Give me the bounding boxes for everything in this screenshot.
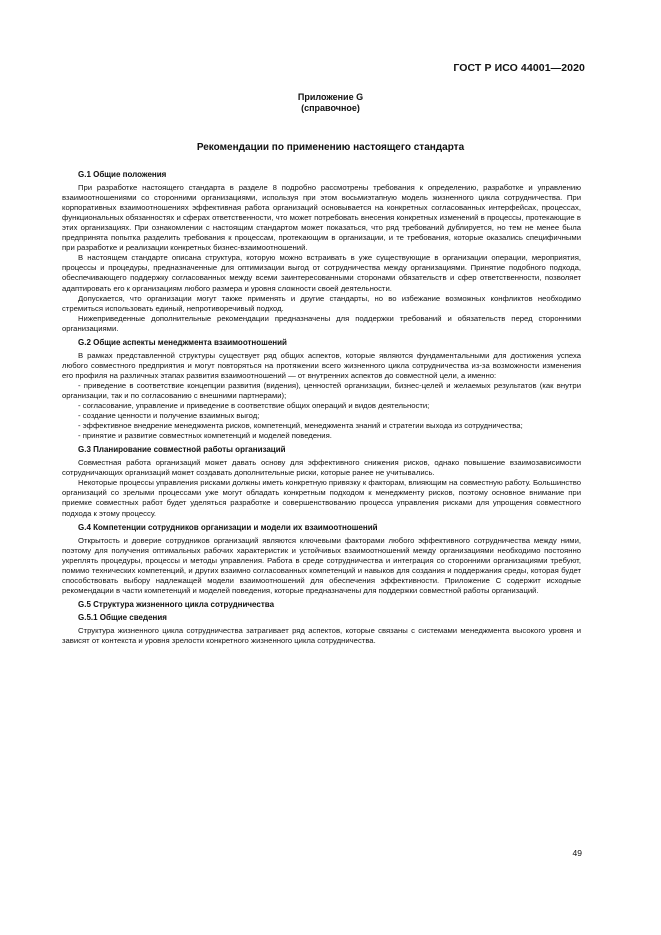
paragraph: Некоторые процессы управления рисками должны иметь конкретную привязку к факторам, влияющим на совместную работу. Большинство организаций со зрелыми процессами уже могут обладать конкретным подходом к менеджменту рисков, поэтому основное внимание при приемке совместных работ будет уделяться разработке и совершенствованию процесса управления рисками для упрощения совместного подхода к этому процессу.: [62, 478, 581, 518]
section-heading-g3: G.3 Планирование совместной работы организаций: [78, 445, 286, 455]
document-body: [62, 170, 581, 646]
list-item: - согласование, управление и приведение в соответствие общих операций и видов деятельности;: [78, 401, 430, 411]
page-number: 49: [572, 848, 582, 858]
annex-heading: [0, 92, 661, 114]
section-heading-g4: G.4 Компетенции сотрудников организации и модели их взаимоотношений: [78, 522, 378, 532]
annex-label: Приложение G: [297, 92, 364, 102]
section-heading-g2: G.2 Общие аспекты менеджмента взаимоотношений: [78, 337, 287, 347]
section-heading-g5: G.5 Структура жизненного цикла сотрудничества: [78, 599, 275, 609]
paragraph: Структура жизненного цикла сотрудничества затрагивает ряд аспектов, которые связаны с системами менеджмента высокого уровня и зависят от контекста и уровня зрелости конкретного жизненного цикла сотрудничества.: [62, 625, 581, 646]
list-item: - принятие и развитие совместных компетенций и моделей поведения.: [78, 431, 332, 441]
paragraph: Допускается, что организации могут также применять и другие стандарты, но во избежание возможных конфликтов необходимо стремиться использовать единый, непротиворечивый подход.: [62, 293, 581, 313]
list-item: - эффективное внедрение менеджмента рисков, компетенций, менеджмента знаний и стратегии выхода из сотрудничества;: [78, 421, 523, 431]
list-item: - создание ценности и получение взаимных выгод;: [78, 411, 260, 421]
paragraph: В рамках представленной структуры существует ряд общих аспектов, которые являются фундаментальными для достижения успеха любого совместного предприятия и могут повторяться на протяжении всего жизненного цикла сотрудничества из-за возможности изменения его профиля на различных этапах развития взаимоотношений — от внутренних аспектов до совместной цели, а именно:: [62, 350, 581, 380]
paragraph: Совместная работа организаций может давать основу для эффективного снижения рисков, однако повышение взаимозависимости сотрудничающих организаций может создавать дополнительные риски, которые ранее не учитывались.: [62, 458, 581, 478]
paragraph: В настоящем стандарте описана структура, которую можно встраивать в уже существующие в организации операции, мероприятия, процессы и процедуры, предназначенные для оптимизации выгод от сотрудничества между организациями. Принятие подобного подхода, обеспечивающего поддержку согласованных между всеми заинтересованными сторонами обязательств и сфер ответственности, позволяет адаптировать его к организациям любого размера и уровня сложности своей деятельности.: [62, 253, 581, 293]
section-heading-g1: G.1 Общие положения: [78, 170, 167, 179]
paragraph: При разработке настоящего стандарта в разделе 8 подробно рассмотрены требования к определению, разработке и управлению взаимоотношениями со сторонними организациями, используя при этом восьмиэтапную модель жизненного цикла сотрудничества. При корпоративных взаимоотношениях эффективная работа организаций основывается на конкретных согласованных интерфейсах, процессах, функциональных обязанностях и сферах ответственности, что может потребовать внесения конкретных изменений в процессы, протекающие в этих организациях. При ознакомлении с настоящим стандартом может показаться, что ряд требований дублируется, но тем не менее была предпринята попытка разделить требования к процессам, протекающим в организации, и те требования, которые оказались специфичными при разработке и реализации конкретных бизнес-взаимоотношений.: [62, 183, 581, 253]
paragraph: Открытость и доверие сотрудников организаций являются ключевыми факторами любого эффективного сотрудничества между ними, поэтому для получения оптимальных рабочих характеристик и устойчивых взаимоотношений между организациями необходимо постоянно укреплять процедуры, процессы и методы управления. Работа в среде сотрудничества и интеграция со сторонними организациями требуют, помимо технических компетенций, и других взаимно согласованных компетенций и навыков для создания и поддержания среды, которая будет способствовать выбору надлежащей модели взаимоотношений для обеспечения эффективности. Приложение С содержит исходные рекомендации в части компетенций и моделей поведения, которые предназначены для поддержки совместной работы организаций.: [62, 535, 581, 595]
paragraph: Нижеприведенные дополнительные рекомендации предназначены для поддержки требований и обязательств перед сторонними организациями.: [62, 313, 581, 333]
standard-id: ГОСТ Р ИСО 44001—2020: [453, 62, 585, 74]
list-item: - приведение в соответствие концепции развития (видения), ценностей организации, бизнес-целей и желаемых результатов (как внутри организации, так и по согласованию с внешними партнерами);: [62, 380, 581, 400]
annex-type: (справочное): [301, 103, 360, 113]
subsection-heading-g5-1: G.5.1 Общие сведения: [78, 612, 167, 622]
annex-title: Рекомендации по применению настоящего стандарта: [196, 142, 465, 153]
